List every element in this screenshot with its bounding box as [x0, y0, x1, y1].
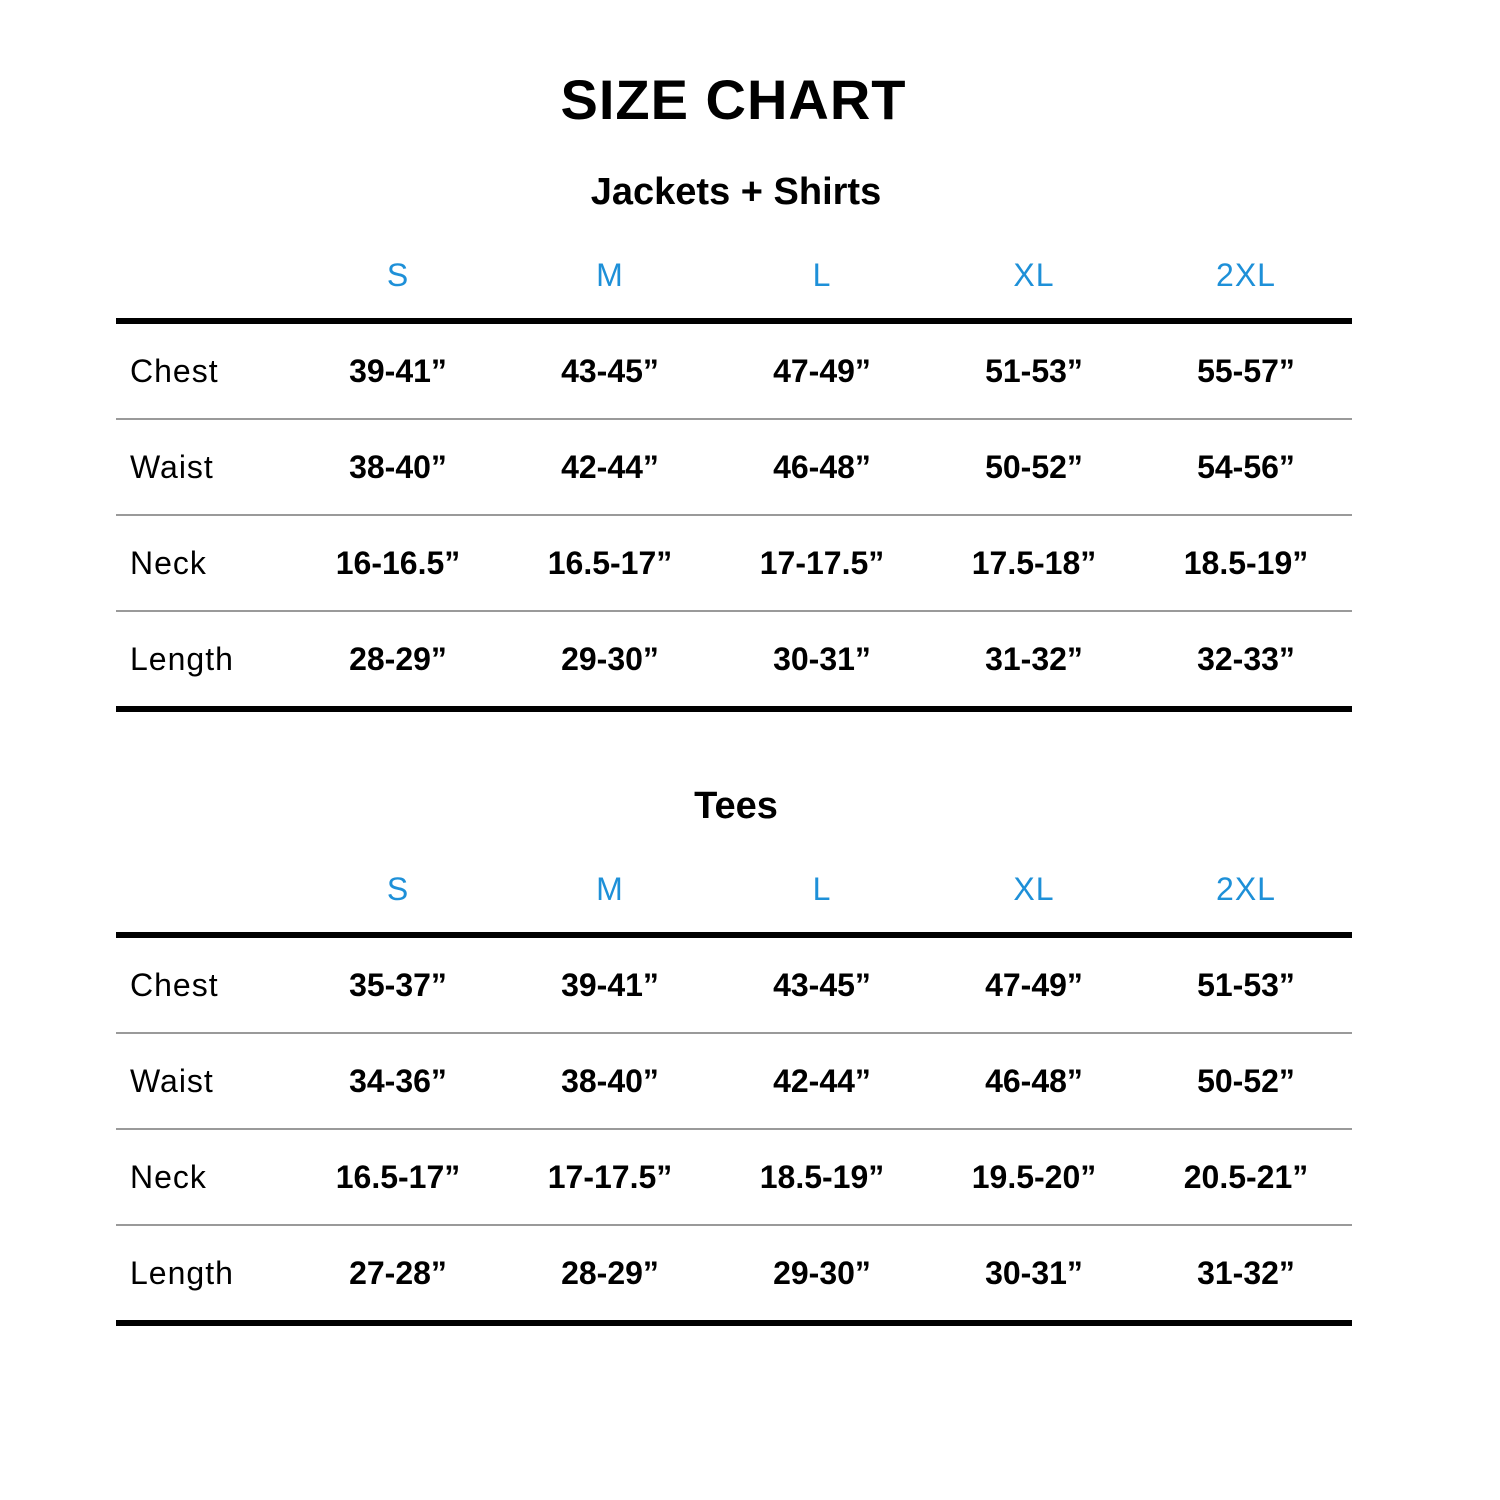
measurement-cell: 32-33” — [1197, 641, 1295, 677]
measurement-cell: 43-45” — [561, 353, 659, 389]
measurement-cell: 29-30” — [561, 641, 659, 677]
measurement-cell: 17.5-18” — [971, 545, 1097, 581]
measurement-cell: 30-31” — [985, 1255, 1083, 1291]
size-label-m: M — [596, 257, 624, 293]
measurement-cell: 43-45” — [773, 967, 871, 1003]
measurement-cell: 28-29” — [349, 641, 447, 677]
table-row-length — [116, 612, 1352, 706]
size-header-row — [116, 250, 1352, 300]
measurement-cell: 50-52” — [1197, 1063, 1295, 1099]
row-label: Neck — [130, 545, 207, 581]
size-header-row — [116, 864, 1352, 914]
measurement-cell: 46-48” — [773, 449, 871, 485]
row-label: Length — [130, 1255, 234, 1291]
table-row-chest — [116, 938, 1352, 1032]
size-label-m: M — [596, 871, 624, 907]
measurement-cell: 54-56” — [1197, 449, 1295, 485]
row-label: Length — [130, 641, 234, 677]
row-label: Neck — [130, 1159, 207, 1195]
table-row-length — [116, 1226, 1352, 1320]
row-label: Waist — [130, 1063, 214, 1099]
table-row-chest — [116, 324, 1352, 418]
measurement-cell: 38-40” — [561, 1063, 659, 1099]
measurement-cell: 31-32” — [985, 641, 1083, 677]
measurement-cell: 47-49” — [773, 353, 871, 389]
measurement-cell: 17-17.5” — [547, 1159, 673, 1195]
size-label-2xl: 2XL — [1216, 257, 1276, 293]
measurement-cell: 18.5-19” — [1183, 545, 1309, 581]
size-label-xl: XL — [1013, 871, 1055, 907]
measurement-cell: 51-53” — [1197, 967, 1295, 1003]
size-label-xl: XL — [1013, 257, 1055, 293]
table-bottom-rule — [116, 706, 1352, 712]
size-label-l: L — [812, 257, 832, 293]
row-label: Waist — [130, 449, 214, 485]
table-bottom-rule — [116, 1320, 1352, 1326]
table-row-waist — [116, 420, 1352, 514]
size-label-l: L — [812, 871, 832, 907]
measurement-cell: 46-48” — [985, 1063, 1083, 1099]
measurement-cell: 18.5-19” — [759, 1159, 885, 1195]
table-row-neck — [116, 516, 1352, 610]
size-label-s: S — [386, 871, 410, 907]
page-title: SIZE CHART — [560, 68, 907, 131]
measurement-cell: 16-16.5” — [335, 545, 461, 581]
size-label-s: S — [386, 257, 410, 293]
measurement-cell: 17-17.5” — [759, 545, 885, 581]
measurement-cell: 42-44” — [561, 449, 659, 485]
measurement-cell: 28-29” — [561, 1255, 659, 1291]
row-label: Chest — [130, 967, 219, 1003]
measurement-cell: 42-44” — [773, 1063, 871, 1099]
measurement-cell: 20.5-21” — [1183, 1159, 1309, 1195]
measurement-cell: 55-57” — [1197, 353, 1295, 389]
measurement-cell: 39-41” — [349, 353, 447, 389]
measurement-cell: 29-30” — [773, 1255, 871, 1291]
measurement-cell: 38-40” — [349, 449, 447, 485]
measurement-cell: 19.5-20” — [971, 1159, 1097, 1195]
measurement-cell: 34-36” — [349, 1063, 447, 1099]
measurement-cell: 51-53” — [985, 353, 1083, 389]
size-label-2xl: 2XL — [1216, 871, 1276, 907]
measurement-cell: 47-49” — [985, 967, 1083, 1003]
measurement-cell: 35-37” — [349, 967, 447, 1003]
table-row-neck — [116, 1130, 1352, 1224]
measurement-cell: 16.5-17” — [547, 545, 673, 581]
measurement-cell: 30-31” — [773, 641, 871, 677]
table-row-waist — [116, 1034, 1352, 1128]
measurement-cell: 31-32” — [1197, 1255, 1295, 1291]
section-title: Tees — [694, 785, 778, 827]
measurement-cell: 50-52” — [985, 449, 1083, 485]
measurement-cell: 16.5-17” — [335, 1159, 461, 1195]
section-title: Jackets + Shirts — [590, 171, 882, 213]
measurement-cell: 39-41” — [561, 967, 659, 1003]
row-label: Chest — [130, 353, 219, 389]
measurement-cell: 27-28” — [349, 1255, 447, 1291]
